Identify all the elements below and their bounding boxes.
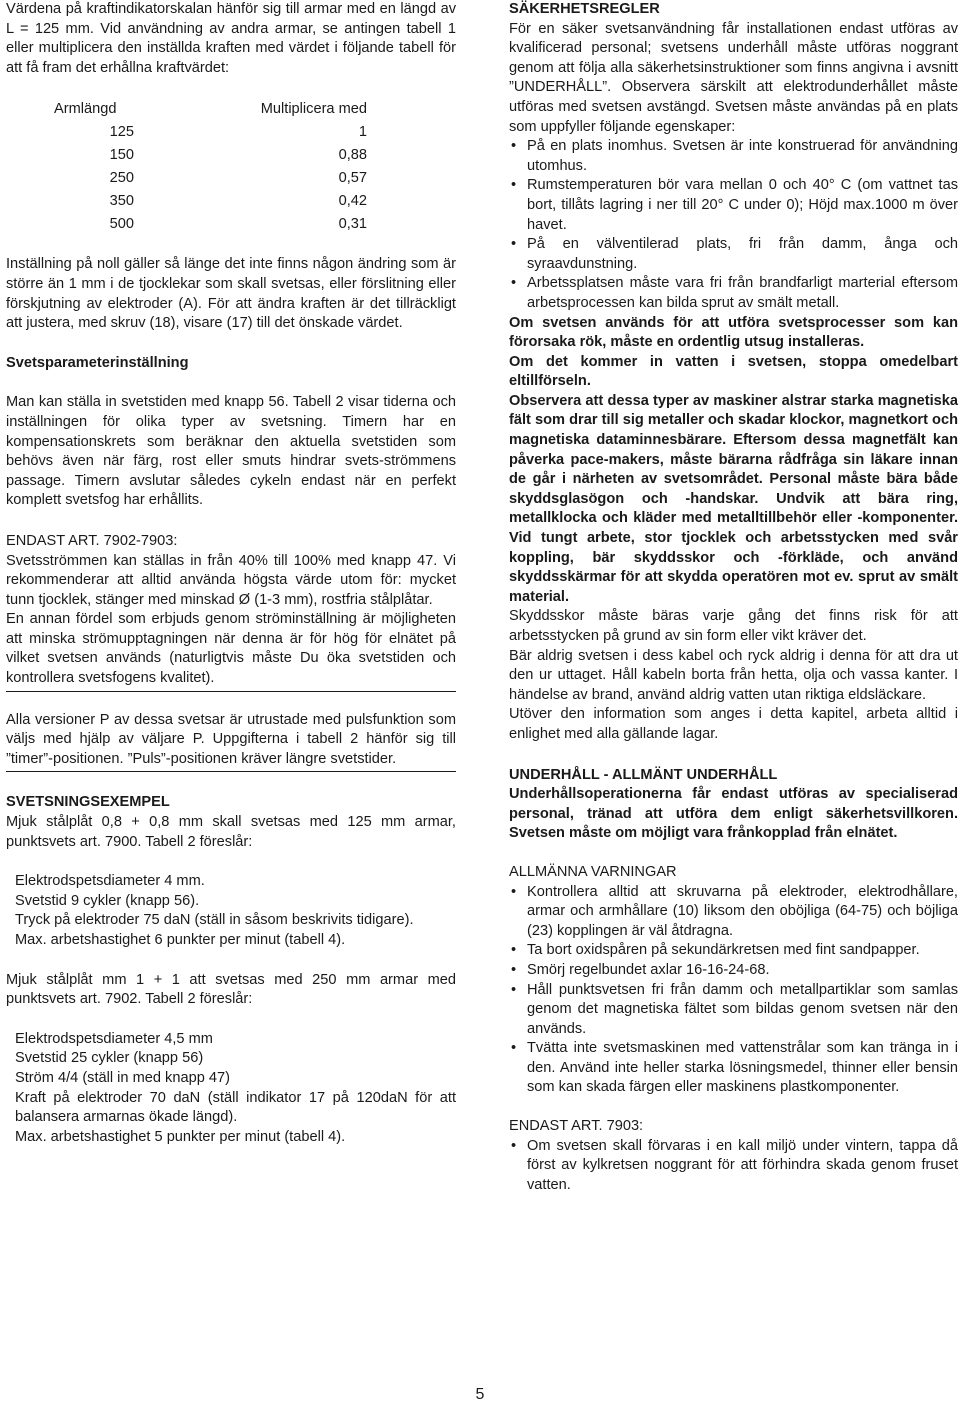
list-item: • Ta bort oxidspåren på sekundärkretsen med fint sandpapper. [509,941,958,961]
example2-line: Max. arbetshastighet 5 punkter per minut (tabell 4). [15,1128,346,1145]
list-item: • På en välventilerad plats, fri från damm, ånga och syraavdunstning. [509,235,958,274]
only-7903-heading: ENDAST ART. 7903: [509,1118,644,1135]
example-heading: SVETSNINGSEXEMPEL [6,794,170,811]
example2-line: Kraft på elektroder 70 daN (ställ indikator 17 på 120daN för att balansera armarnas ökade längd). [15,1089,456,1126]
safety-intro: För en säker svetsanvändning får installationen endast utföras av kvalificerad personal; svetsens underhåll måste utföras noggrant genom att följa alla säkerhetsinstruktioner som finns angivna i avsnitt ”UNDERHÅLL”. Observera särskilt att elektrodunderhållet måste utföras med svetsen avstängd. Svetsen måste användas på en plats som uppfyller följande egenskaper: [509,20,958,135]
maintenance-heading: UNDERHÅLL - ALLMÄNT UNDERHÅLL [509,766,778,783]
list-item: • Smörj regelbundet axlar 16-16-24-68. [509,961,958,981]
box-text-advantage: En annan fördel som erbjuds genom ströminställning är möjligheten att minska strömupptagningen när denna är för hög för elnätet på vilket svetsen används (naturligtvis måste Du öka svetstiden och kontrollera svetsfogens kvalitet). [6,611,456,687]
example2-list [6,1030,456,1148]
table-cell-length: 500 [109,215,134,232]
example2-line: Ström 4/4 (ställ in med knapp 47) [15,1069,230,1086]
table-cell-length: 125 [109,123,134,140]
list-item: • Håll punktsvetsen fri från damm och metallpartiklar som samlas genom det magnetiska fältet som bildas genom svetsen när den används. [509,981,958,1040]
box-title: ENDAST ART. 7902-7903: [6,532,178,549]
example2-line: Elektrodspetsdiameter 4,5 mm [15,1030,213,1047]
only-7903-list [509,1137,958,1196]
table-row [54,143,421,166]
cable-paragraph: Bär aldrig svetsen i dess kabel och ryck aldrig i denna för att dra ut den ur uttaget. Håll kabeln borta från hetta, olja och vassa kanter. I händelse av brand, använd aldrig vatten utan riktiga eldsläckare. [509,647,958,703]
table-header-arm-length: Armlängd [54,100,117,117]
parameter-paragraph: Man kan ställa in svetstiden med knapp 56. Tabell 2 visar tiderna och inställningen för olika typer av svetsning. Timern har en kompensationskrets som beräknar den aktuella svetstiden som behövs även när färg, rost eller smuts hindrar svets-strömmens passage. Timern avslutar således cykeln endast när en perfekt komplett svetsfog har erhållits. [6,394,456,509]
arm-length-factor-table [54,97,421,235]
left-column [6,0,456,1147]
list-item: • På en plats inomhus. Svetsen är inte konstruerad för användning utomhus. [509,137,958,176]
maintenance-intro: Underhållsoperationerna får endast utföras av specialiserad personal, tränad att utföra dem enligt säkerhetsvillkoren. Svetsen måste om möjligt vara frånkopplad från elnätet. [509,786,958,842]
example1-line: Svetstid 9 cykler (knapp 56). [15,892,200,909]
table-cell-length: 150 [109,146,134,163]
page-number: 5 [475,1386,485,1403]
example1-list [6,872,456,950]
table-header-row [54,97,421,120]
water-warning: Om det kommer in vatten i svetsen, stoppa omedelbart eltillförseln. [509,353,958,390]
table-cell-factor: 0,42 [338,192,367,209]
magnetic-field-warning: Observera att dessa typer av maskiner alstrar starka magnetiska fält som drar till sig metaller och skadar klockor, magnetkort och magnetiska dataminnesbärare. Eftersom dessa magnetfält kan påverka pace-makers, måste bärarna rådfråga sin läkare innan de går i närheten av svetsområdet. Personal måste bära både skyddsglasögon och -handskar. Undvik att bära ring, metallklocka och kläder med metalltillbehör eller -komponenter. Vid tungt arbete, stor tjocklek och arbetsstycken med svår koppling, bär skyddsskor och -förkläde, och använd skyddsskärmar för att skydda operatören mot ev. sprut av smält material. [509,392,958,605]
pulse-function-box [6,711,456,773]
parameter-heading: Svetsparameterinställning [6,354,189,371]
laws-paragraph: Utöver den information som anges i detta kapitel, arbeta alltid i enlighet med alla gällande lagar. [509,706,958,742]
list-item: • Rumstemperaturen bör vara mellan 0 och 40° C (om vattnet tas bort, tillåts lagring i ner till 20° C under 0); Höjd max.1000 m över havet. [509,176,958,235]
example1-line: Max. arbetshastighet 6 punkter per minut (tabell 4). [15,932,346,948]
safety-heading: SÄKERHETSREGLER [509,1,660,17]
safety-bullet-list [509,137,958,313]
example1-line: Tryck på elektroder 75 daN (ställ in såsom beskrivits tidigare). [15,912,414,929]
table-cell-length: 350 [109,192,134,209]
table-row [54,189,421,212]
table-row [54,212,421,235]
fume-warning: Om svetsen används för att utföra svetsprocesser som kan förorsaka rök, måste en ordentlig utsug installeras. [509,314,958,351]
intro-paragraph: Värdena på kraftindikatorskalan hänför sig till armar med en längd av L = 125 mm. Vid användning av andra armar, se antingen tabell 1 eller multiplicera den inställda kraften med värdet i följande tabell för att få fram det erhållna kraftvärdet: [6,1,456,76]
example2-line: Svetstid 25 cykler (knapp 56) [15,1050,204,1067]
table-cell-factor: 0,88 [338,146,367,163]
table-cell-length: 250 [109,169,134,186]
list-item: • Om svetsen skall förvaras i en kall miljö under vintern, tappa då först av kylkretsen noggrant för att förhindra skada genom fruset vatten. [509,1137,958,1196]
general-warnings-heading: ALLMÄNNA VARNINGAR [509,863,677,880]
safety-shoes-paragraph: Skyddsskor måste bäras varje gång det finns risk för att arbetsstycken på grund av sin form eller vikt kräver det. [509,608,958,644]
list-item: • Kontrollera alltid att skruvarna på elektroder, elektrodhållare, armar och armhållare (10) liksom den oböjliga (64-75) och böjliga (23) kopplingen är väl åtdragna. [509,883,958,942]
zero-setting-paragraph: Inställning på noll gäller så länge det inte finns någon ändring som är större än 1 mm i de tjocklekar som skall svetsas, eller förslitning eller förskjutning av elektroder (A). För att ändra kraften är det tillräckligt att justera, med skruv (18), visare (17) till det önskade värdet. [6,256,456,332]
general-warnings-list [509,883,958,1099]
example2-intro: Mjuk stålplåt mm 1 + 1 att svetsas med 250 mm armar med punktsvets art. 7902. Tabell 2 föreslår: [6,971,456,1008]
table-header-multiply: Multiplicera med [260,100,367,117]
box-text-current: Svetsströmmen kan ställas in från 40% till 100% med knapp 47. Vi rekommenderar att alltid använda högsta värde utom för: mycket tunn tjocklek, stänger med minskad Ø (1-3 mm), rostfria stålplåtar. [6,552,456,608]
table-row [54,120,421,143]
table-row [54,166,421,189]
example1-intro: Mjuk stålplåt 0,8 + 0,8 mm skall svetsas med 125 mm armar, punktsvets art. 7900. Tabell 2 föreslår: [6,814,456,850]
box-text-pulse: Alla versioner P av dessa svetsar är utrustade med pulsfunktion som väljs med hjälp av väljare P. Uppgifterna i tabell 2 hänför sig till ”timer”-positionen. ”Puls”-positionen kräver längre svetstider. [6,711,456,767]
list-item: • Tvätta inte svetsmaskinen med vattenstrålar som kan tränga in i den. Använd inte heller starka lösningsmedel, thinner eller bensin som kan skada färgen eller maskinens plastkomponenter. [509,1039,958,1098]
current-setting-box [6,532,456,692]
table-cell-factor: 0,31 [338,215,367,232]
example1-line: Elektrodspetsdiameter 4 mm. [15,873,205,890]
list-item: • Arbetssplatsen måste vara fri från brandfarligt marterial eftersom arbetsprocessen kan bilda sprut av smält metall. [509,274,958,313]
table-cell-factor: 1 [358,123,367,140]
right-column [509,0,958,1195]
table-cell-factor: 0,57 [338,169,367,186]
